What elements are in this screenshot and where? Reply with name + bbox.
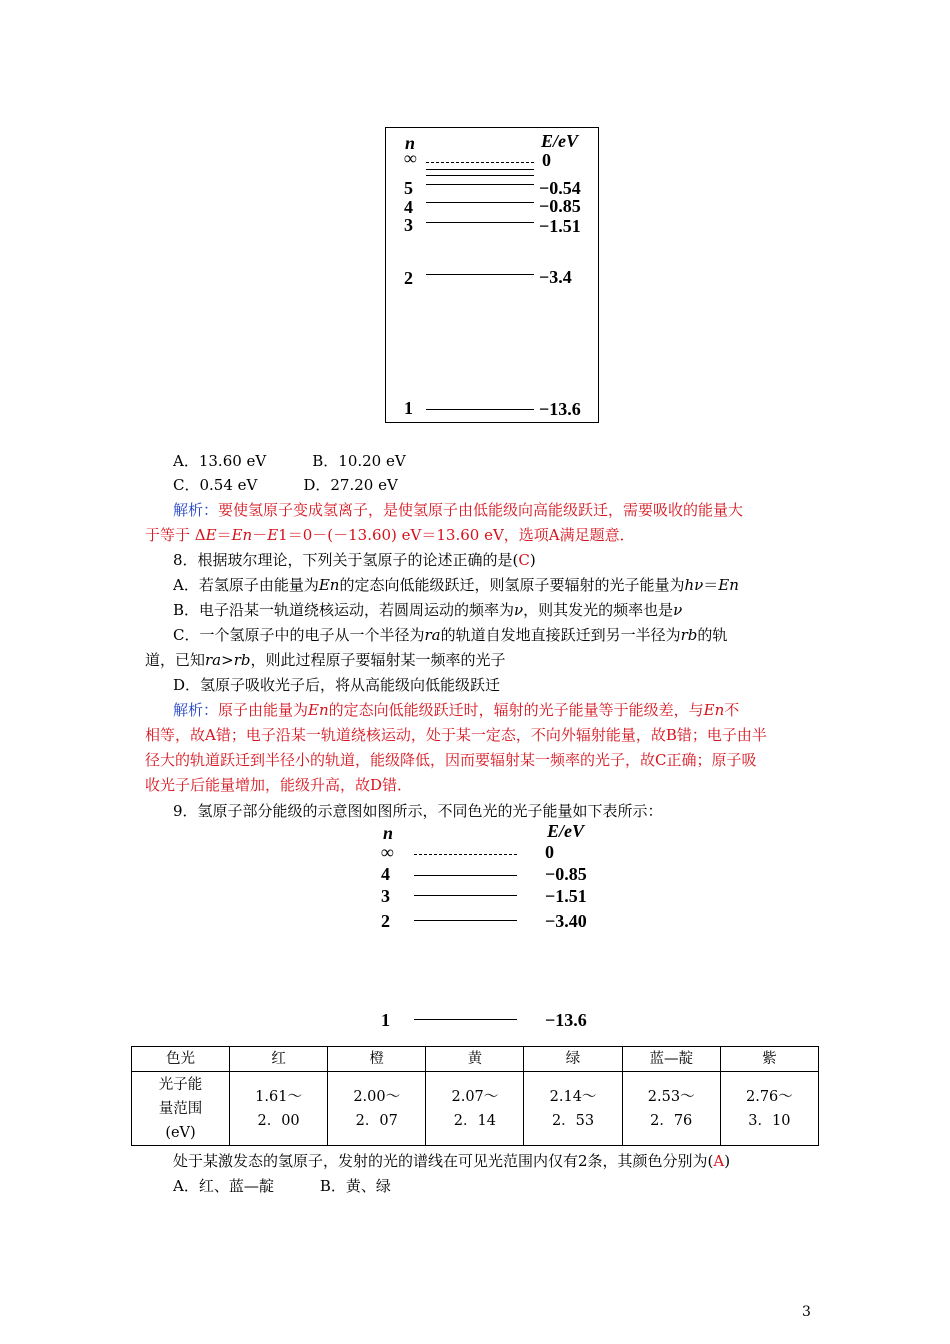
q7-option-b: B．10.20 eV [312, 452, 406, 470]
q8-analysis-line-3: 径大的轨道跃迁到半径小的轨道，能级降低，因而要辐射某一频率的光子，故C正确；原子吸 [145, 751, 757, 769]
diagram1-level-2 [426, 274, 534, 275]
q7-analysis-line-2: 于等于 ΔE＝En－E1＝0－(－13.60) eV＝13.60 eV，选项A满足题意． [145, 526, 635, 544]
diagram2-level-1 [414, 1019, 517, 1020]
q7-analysis-label: 解析： [173, 501, 219, 519]
diagram1-level-5 [426, 184, 534, 185]
diagram2-e-header: E/eV [547, 821, 585, 841]
q7-option-a: A．13.60 eV [173, 452, 267, 470]
diagram2-level-3 [414, 895, 517, 896]
table-cell: 紫 [720, 1047, 818, 1072]
table-cell: 2.00～ 2．07 [328, 1072, 426, 1146]
diagram2-level-2 [414, 920, 517, 921]
diagram1-e-3: −1.51 [539, 216, 581, 236]
diagram1-n-1: 1 [404, 398, 413, 418]
q8-option-d: D．氢原子吸收光子后，将从高能级向低能级跃迁 [173, 676, 501, 694]
diagram2-e-4: −0.85 [545, 864, 587, 884]
q8-analysis-line-2: 相等，故A错；电子沿某一轨道绕核运动，处于某一定态，不向外辐射能量，故B错；电子由半 [145, 726, 767, 744]
diagram1-n-header: n [405, 133, 416, 153]
energy-level-diagram-2 [376, 820, 606, 1034]
diagram1-level-4 [426, 202, 534, 203]
q8-answer: C [518, 551, 530, 569]
q9-options [173, 1174, 391, 1198]
q8-analysis-line-4: 收光子后能量增加，能级升高，故D错． [145, 776, 413, 794]
diagram1-e-inf: 0 [542, 150, 551, 170]
table-cell: 绿 [524, 1047, 622, 1072]
diagram2-e-3: −1.51 [545, 886, 587, 906]
energy-level-diagram-1 [385, 127, 599, 423]
diagram1-level-inf [426, 162, 534, 163]
diagram1-e-1: −13.6 [539, 399, 581, 419]
q8-option-a: A．若氢原子由能量为En的定态向低能级跃迁，则氢原子要辐射的光子能量为hν＝En [173, 576, 739, 594]
q8-stem: 8．根据玻尔理论，下列关于氢原子的论述正确的是(C) [173, 551, 536, 569]
diagram1-n-5: 5 [404, 178, 413, 198]
table-cell: 2.14～ 2．53 [524, 1072, 622, 1146]
table-cell: 2.53～ 2．76 [622, 1072, 720, 1146]
page-number: 3 [802, 1304, 811, 1320]
q8-option-c: C．一个氢原子中的电子从一个半径为ra的轨道自发地直接跃迁到另一半径为rb的轨 [173, 626, 728, 644]
diagram1-e-5: −0.54 [539, 178, 581, 198]
q9-answer: A [713, 1152, 725, 1170]
q8-option-b: B．电子沿某一轨道绕核运动，若圆周运动的频率为ν，则其发光的频率也是ν [173, 601, 683, 619]
q7-options-ab [173, 449, 406, 473]
diagram1-n-3: 3 [404, 215, 413, 235]
table-cell: 红 [230, 1047, 328, 1072]
table-cell: 黄 [426, 1047, 524, 1072]
diagram2-n-inf: ∞ [381, 842, 394, 862]
diagram2-e-1: −13.6 [545, 1010, 587, 1030]
diagram2-level-4 [414, 875, 517, 876]
diagram1-level-7 [426, 175, 534, 176]
q7-option-c: C．0.54 eV [173, 476, 258, 494]
diagram2-e-2: −3.40 [545, 911, 587, 931]
q9-question: 处于某激发态的氢原子，发射的光的谱线在可见光范围内仅有2条，其颜色分别为(A) [173, 1152, 731, 1170]
q7-analysis-line-1: 解析：要使氢原子变成氢离子，是使氢原子由低能级向高能级跃迁，需要吸收的能量大 [173, 501, 744, 519]
diagram1-level-3 [426, 222, 534, 223]
q7-options-cd [173, 473, 398, 497]
table-row [132, 1072, 819, 1146]
photon-energy-table [131, 1046, 819, 1146]
q8-analysis-label: 解析： [173, 701, 219, 719]
diagram1-e-2: −3.4 [539, 267, 572, 287]
q9-option-b: B．黄、绿 [319, 1177, 391, 1195]
diagram1-n-2: 2 [404, 268, 413, 288]
diagram2-level-inf [414, 854, 517, 855]
table-header-row [132, 1047, 819, 1072]
diagram2-n-1: 1 [381, 1010, 390, 1030]
diagram2-n-header: n [383, 823, 394, 843]
q9-stem: 9．氢原子部分能级的示意图如图所示，不同色光的光子能量如下表所示： [173, 802, 663, 820]
diagram2-n-4: 4 [381, 864, 390, 884]
diagram1-e-header: E/eV [541, 131, 579, 151]
diagram1-level-1 [426, 409, 534, 410]
table-cell: 橙 [328, 1047, 426, 1072]
diagram2-n-2: 2 [381, 911, 390, 931]
diagram1-e-4: −0.85 [539, 196, 581, 216]
q9-option-a: A．红、蓝—靛 [173, 1177, 274, 1195]
q8-option-c-cont: 道，已知ra>rb，则此过程原子要辐射某一频率的光子 [145, 651, 506, 669]
table-cell: 色光 [132, 1047, 230, 1072]
diagram2-n-3: 3 [381, 886, 390, 906]
table-cell: 2.76～ 3．10 [720, 1072, 818, 1146]
q8-analysis-line-1: 解析：原子由能量为En的定态向低能级跃迁时，辐射的光子能量等于能级差，与En不 [173, 701, 740, 719]
table-cell: 蓝—靛 [622, 1047, 720, 1072]
q7-option-d: D．27.20 eV [303, 476, 398, 494]
diagram1-n-4: 4 [404, 197, 413, 217]
table-cell: 2.07～ 2．14 [426, 1072, 524, 1146]
table-cell-label: 光子能 量范围 (eV) [132, 1072, 230, 1146]
diagram2-e-inf: 0 [545, 842, 554, 862]
table-cell: 1.61～ 2．00 [230, 1072, 328, 1146]
diagram1-n-inf: ∞ [404, 148, 417, 168]
diagram1-level-6 [426, 169, 534, 170]
